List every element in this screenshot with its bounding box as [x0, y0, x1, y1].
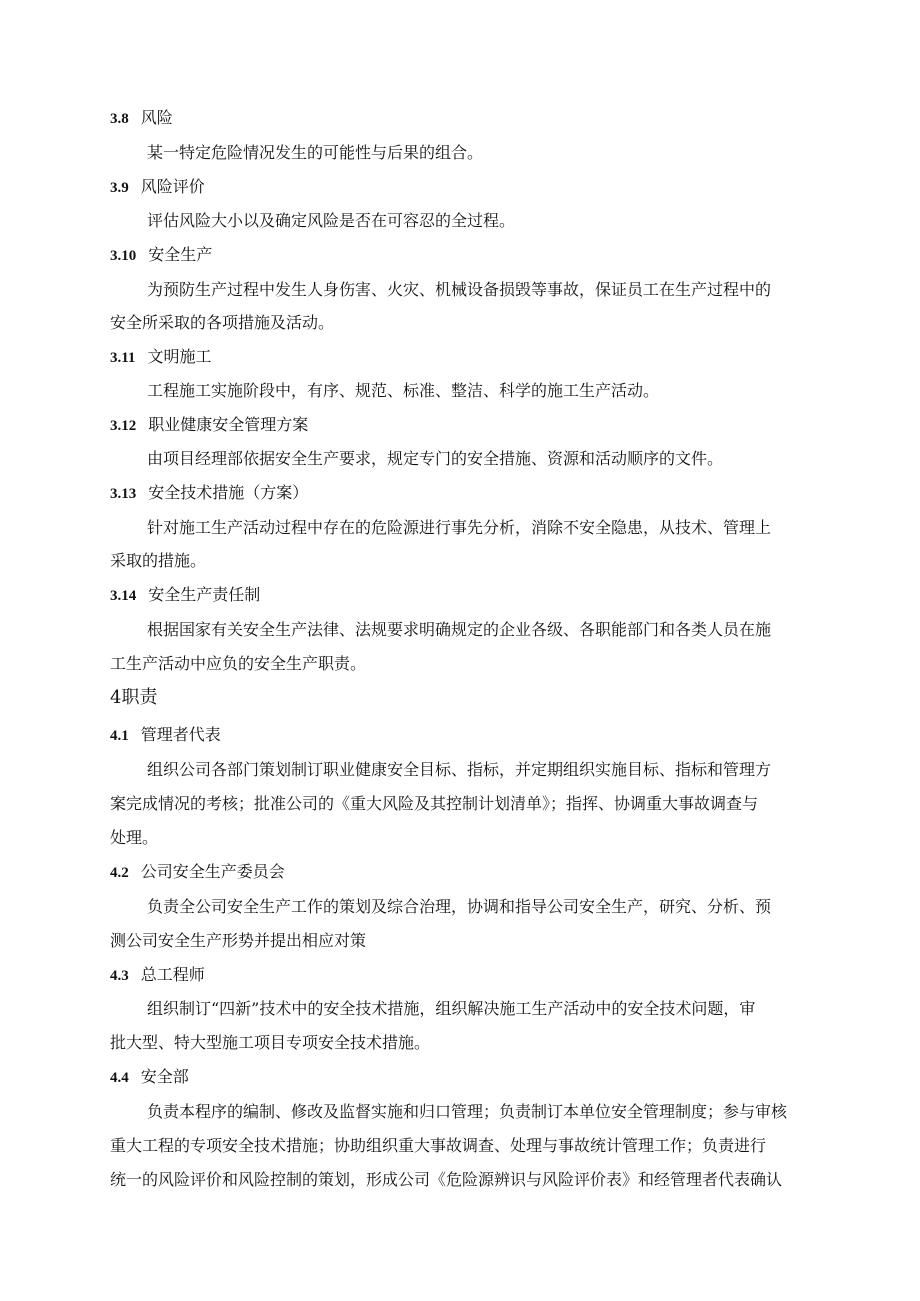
section-heading [110, 347, 211, 368]
section-title: 管理者代表 [140, 725, 221, 744]
section-title: 文明施工 [147, 347, 212, 366]
section-number: 4.3 [110, 968, 129, 984]
section-title: 风险 [140, 108, 173, 127]
section-number: 3.9 [110, 180, 129, 196]
paragraph-line: 批大型、特大型施工项目专项安全技术措施。 [110, 1033, 431, 1052]
paragraph-line: 评估风险大小以及确定风险是否在可容忍的全过程。 [147, 211, 516, 230]
section-heading [110, 483, 308, 504]
section-number: 3.14 [110, 588, 137, 604]
section-heading [110, 108, 173, 129]
section-heading [110, 585, 260, 606]
section-title: 职业健康安全管理方案 [148, 415, 309, 434]
paragraph-line: 统一的风险评价和风险控制的策划，形成公司《危险源辨识与风险评价表》和经管理者代表确认 [110, 1170, 783, 1189]
section-number: 4.4 [110, 1070, 129, 1086]
paragraph-line: 案完成情况的考核；批准公司的《重大风险及其控制计划清单》；指挥、协调重大事故调查与 [110, 794, 759, 813]
paragraph-line: 工程施工实施阶段中，有序、规范、标准、整洁、科学的施工生产活动。 [147, 381, 660, 400]
section-heading [110, 177, 205, 198]
section-title: 公司安全生产委员会 [140, 862, 285, 881]
section-heading [110, 245, 212, 266]
paragraph-line: 根据国家有关安全生产法律、法规要求明确规定的企业各级、各职能部门和各类人员在施 [147, 620, 772, 639]
paragraph-line: 采取的措施。 [110, 551, 207, 570]
section-title: 风险评价 [140, 177, 205, 196]
section-title: 总工程师 [140, 965, 205, 984]
paragraph-line: 组织制订“四新”技术中的安全技术措施，组织解决施工生产活动中的安全技术问题，审 [147, 999, 756, 1018]
paragraph-line: 为预防生产过程中发生人身伤害、火灾、机械设备损毁等事故，保证员工在生产过程中的 [147, 280, 772, 299]
section-number: 3.10 [110, 248, 137, 264]
paragraph-line: 由项目经理部依据安全生产要求，规定专门的安全措施、资源和活动顺序的文件。 [147, 449, 724, 468]
paragraph-line: 工生产活动中应负的安全生产职责。 [110, 654, 367, 673]
section-number: 3.12 [110, 418, 137, 434]
section-number: 3.11 [110, 350, 136, 366]
chapter-heading: 4职责 [110, 687, 158, 708]
paragraph-line: 负责全公司安全生产工作的策划及综合治理，协调和指导公司安全生产，研究、分析、预 [147, 897, 772, 916]
paragraph-line: 组织公司各部门策划制订职业健康安全目标、指标，并定期组织实施目标、指标和管理方 [147, 760, 772, 779]
section-heading [110, 415, 308, 436]
paragraph-line: 负责本程序的编制、修改及监督实施和归口管理；负责制订本单位安全管理制度；参与审核 [147, 1102, 788, 1121]
section-title: 安全技术措施（方案） [148, 483, 309, 502]
paragraph-line: 某一特定危险情况发生的可能性与后果的组合。 [147, 143, 484, 162]
section-heading [110, 862, 285, 883]
section-number: 4.1 [110, 728, 129, 744]
paragraph-line: 测公司安全生产形势并提出相应对策 [110, 931, 367, 950]
section-title: 安全生产 [148, 245, 213, 264]
section-title: 安全生产责任制 [148, 585, 261, 604]
paragraph-line: 安全所采取的各项措施及活动。 [110, 313, 335, 332]
section-title: 安全部 [140, 1067, 189, 1086]
paragraph-line: 重大工程的专项安全技术措施；协助组织重大事故调查、处理与事故统计管理工作；负责进行 [110, 1136, 767, 1155]
section-heading [110, 725, 221, 746]
section-heading [110, 1067, 189, 1088]
section-number: 3.8 [110, 111, 129, 127]
section-heading [110, 965, 205, 986]
section-number: 3.13 [110, 486, 137, 502]
paragraph-line: 针对施工生产活动过程中存在的危险源进行事先分析，消除不安全隐患，从技术、管理上 [147, 518, 772, 537]
paragraph-line: 处理。 [110, 828, 159, 847]
section-number: 4.2 [110, 865, 129, 881]
